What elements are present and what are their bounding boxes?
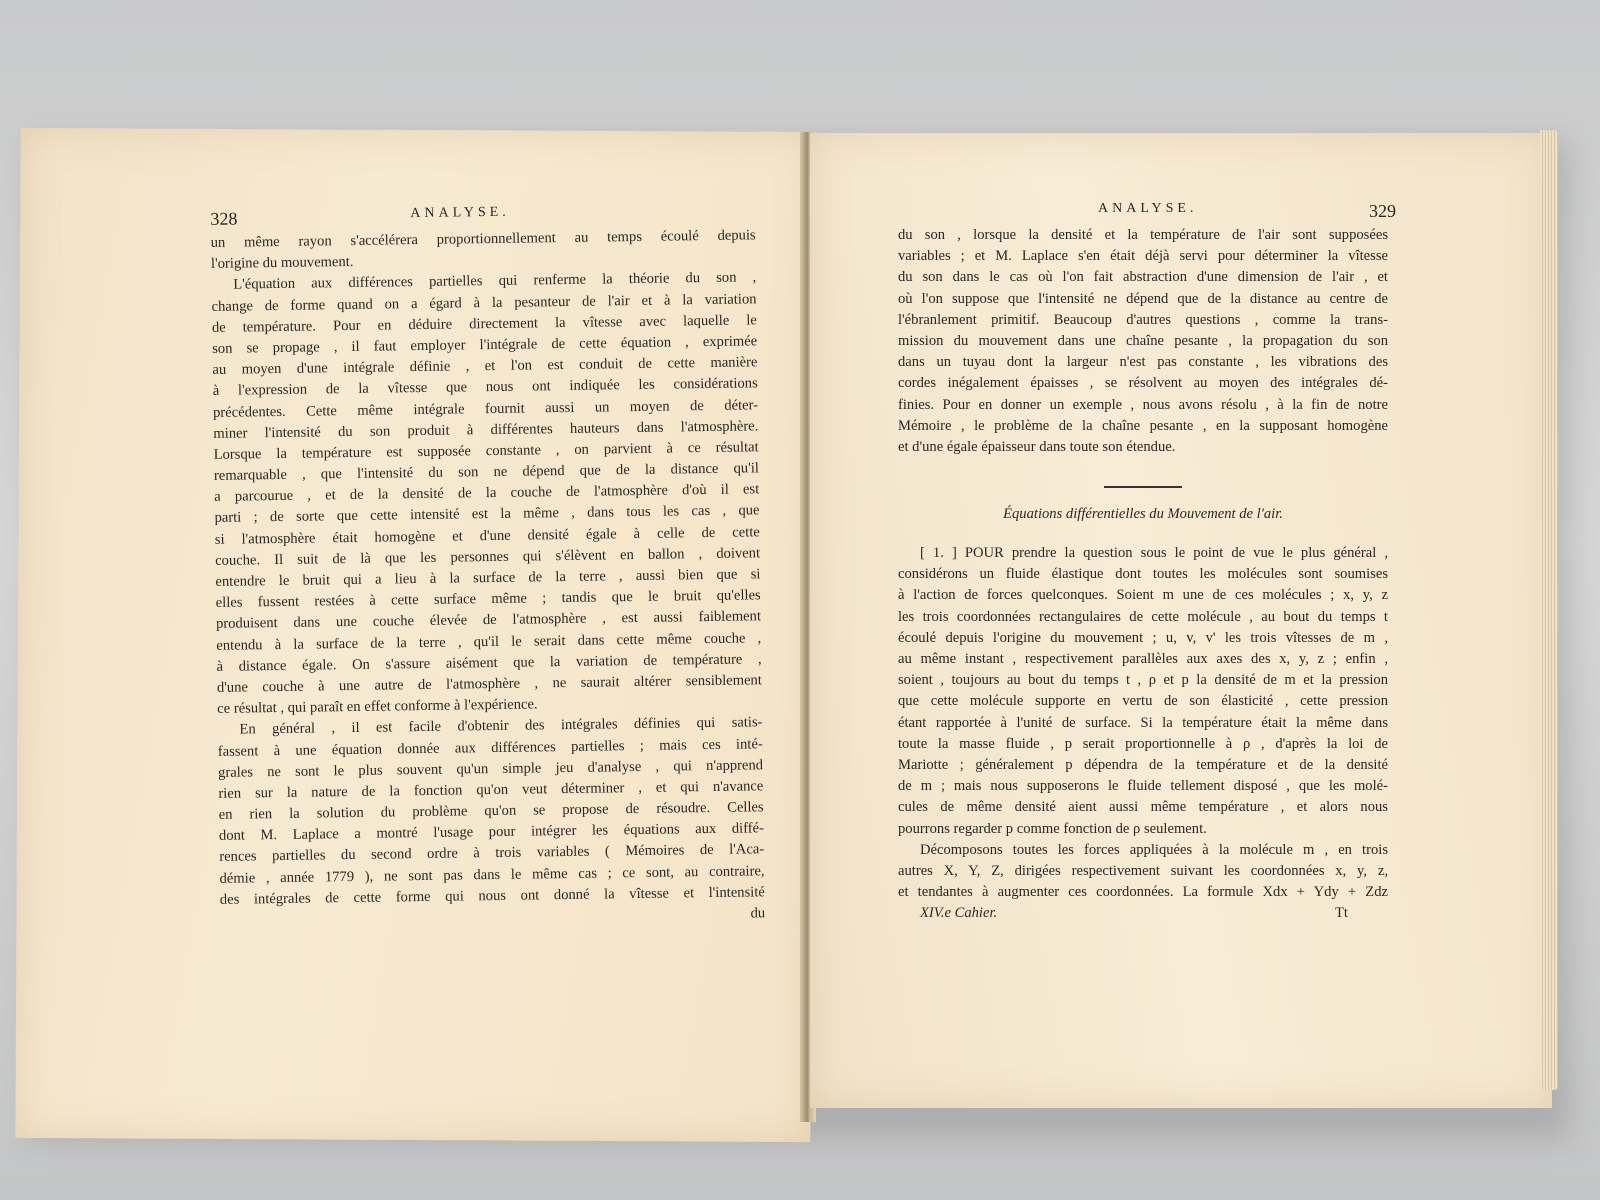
text-line: En général , il est facile d'obtenir des intégrales définies qui satis-	[239, 714, 763, 738]
text-line: l'ébranlement primitif. Beaucoup d'autres questions , comme la trans-	[898, 311, 1388, 328]
text-line: du son dans le cas où l'on fait abstraction d'une dimension de l'air , et	[898, 269, 1388, 286]
right-running-title: ANALYSE.	[1098, 201, 1198, 216]
text-line: rien sur la nature de la fonction qu'on veut déterminer , et qui n'avance	[218, 778, 764, 802]
signature-mark: XIV.e Cahier.	[920, 905, 998, 922]
text-line: de température. Pour en déduire directement la vîtesse avec laquelle le	[211, 312, 757, 336]
text-line: à distance égale. On s'assure aisément que la variation de température ,	[216, 651, 762, 675]
text-line: à l'expression de la vîtesse que nous ont indiquée les considérations	[212, 375, 758, 400]
text-line: pourrons regarder p comme fonction de ρ seulement.	[898, 820, 1207, 837]
text-line: et d'une égale épaisseur dans toute son étendue.	[898, 438, 1176, 455]
text-line: finies. Pour en donner un exemple , nous avons résolu , à la fin de notre	[898, 396, 1388, 413]
left-running-title: ANALYSE.	[410, 204, 510, 222]
text-line: des intégrales de cette forme qui nous ont donné la vîtesse et l'intensité	[219, 884, 765, 908]
catchword: du	[750, 905, 766, 922]
text-line: mission du mouvement dans une chaîne pesante , la propagation du son	[898, 332, 1388, 349]
text-line: à l'action de forces quelconques. Soient m une de ces molécules ; x, y, z	[898, 587, 1388, 604]
text-line: remarquable , que l'intensité du son ne dépend que de la distance qu'il	[213, 460, 760, 484]
text-line: Mariotte ; généralement p dépendra de la température et de la densité	[898, 756, 1388, 773]
text-line: si l'atmosphère était homogène et d'une densité égale à celle de cette	[214, 523, 760, 548]
text-line: où l'on suppose que l'intensité ne dépend que de la distance au centre de	[898, 290, 1388, 307]
text-line: Lorsque la température est supposée constante , on parvient à ce résultat	[213, 439, 759, 463]
text-line: cordes inégalement épaisses , se résolvent au moyen des intégrales dé-	[898, 375, 1388, 392]
text-line: rences partielles du second ordre à trois variables ( Mémoires de l'Aca-	[219, 841, 765, 866]
page-edge-stack	[1540, 130, 1558, 1090]
text-line: couche. Il suit de là que les personnes qui s'élèvent en ballon , doivent	[215, 545, 761, 569]
text-line: de m ; mais nous supposerons le fluide tellement disposé , que les molé-	[898, 778, 1388, 795]
text-line: fassent à une équation donnée aux différences partielles ; mais ces inté-	[217, 735, 763, 760]
text-line: parti ; de sorte que cette intensité est la même , dans tous les cas , que	[214, 502, 760, 527]
text-line: entendre le bruit qui a lieu à la surface de la terre , aussi bien que si	[215, 566, 761, 590]
page-footer	[898, 905, 1388, 927]
text-line: d'une couche à une autre de l'atmosphère , ne saurait altérer sensiblement	[216, 672, 762, 696]
text-line: dont M. Laplace a montré l'usage pour intégrer les équations aux diffé-	[218, 820, 765, 845]
left-text-block	[210, 201, 765, 932]
text-line: son se propage , il faut employer l'intégrale de cette équation , exprimée	[212, 333, 758, 357]
text-line: [ 1. ] POUR prendre la question sous le point de vue le plus général ,	[920, 545, 1388, 562]
text-line: produisent dans une couche élevée de l'atmosphère , est aussi faiblement	[215, 608, 762, 633]
text-line: du son , lorsque la densité et la température de l'air sont supposées	[898, 227, 1388, 243]
text-line: Mémoire , le problème de la chaîne pesante , en la supposant homogène	[898, 417, 1388, 434]
text-line: précédentes. Cette même intégrale fournit aussi un moyen de déter-	[212, 396, 759, 421]
section-rule	[1104, 486, 1182, 488]
text-line: L'équation aux différences partielles qui renferme la théorie du son ,	[233, 269, 757, 293]
right-running-head	[898, 201, 1396, 225]
section-title: Équations différentielles du Mouvement de l'air.	[1003, 506, 1283, 523]
left-page-number: 328	[210, 208, 238, 229]
text-line: miner l'intensité du son produit à différentes hauteurs dans l'atmosphère.	[213, 417, 759, 442]
text-line: en rien la solution du problème qu'on se propose de résoudre. Celles	[218, 799, 764, 823]
sheet-mark: Tt	[1335, 905, 1348, 922]
text-line: que cette molécule supporte en vertu de son élasticité , cette pression	[898, 693, 1388, 710]
text-line: au même instant , respectivement parallèles aux axes des x, y, z ; enfin ,	[898, 651, 1388, 667]
text-line: change de forme quand on a égard à la pesanteur de l'air et à la variation	[211, 290, 757, 315]
text-line: dans un tuyau dont la largeur n'est pas constante , les vibrations des	[898, 354, 1388, 371]
text-line: considérons un fluide élastique dont toutes les molécules sont soumises	[898, 566, 1388, 583]
text-line: étant rapportée à l'unité de surface. Si la température était la même dans	[898, 714, 1388, 731]
left-page	[15, 128, 815, 1142]
text-line: au moyen d'une intégrale définie , et l'on est conduit de cette manière	[212, 354, 758, 379]
text-line: soient , toujours au bout du temps t , ρ et p la densité de m et la pression	[898, 672, 1388, 689]
text-line: entendu à la surface de la terre , qu'il le serait dans cette même couche ,	[216, 629, 762, 654]
text-line: et tendantes à augmenter ces coordonnées. La formule Xdx + Ydy + Zdz	[898, 884, 1388, 901]
text-line: écoulé depuis l'origine du mouvement ; u, v, v' les trois vîtesses de m ,	[898, 629, 1388, 646]
text-line: a parcourue , et de la densité de la couche de l'atmosphère d'où il est	[214, 481, 760, 506]
text-line: ce résultat , qui paraît en effet conforme à l'expérience.	[217, 696, 538, 717]
text-line: variables ; et M. Laplace s'en était déjà servi pour déterminer la vîtesse	[898, 248, 1388, 265]
right-text-block	[898, 201, 1396, 927]
right-page	[810, 133, 1552, 1108]
text-line: cules de même densité aient aussi même température , et alors nous	[898, 799, 1388, 816]
text-line: Décomposons toutes les forces appliquées à la molécule m , en trois	[920, 841, 1388, 858]
text-line: autres X, Y, Z, dirigées respectivement suivant les coordonnées x, y, z,	[898, 862, 1388, 879]
text-line: un même rayon s'accélérera proportionnellement au temps écoulé depuis	[210, 227, 756, 251]
text-line: grales ne sont le plus souvent qu'un simple jeu d'analyse , qui n'apprend	[217, 756, 764, 781]
text-line: l'origine du mouvement.	[210, 254, 354, 273]
text-line: elles fussent restées à cette surface même ; tandis que le bruit qu'elles	[215, 587, 761, 612]
text-line: les trois coordonnées rectangulaires de cette molécule , au bout du temps t	[898, 608, 1388, 625]
right-page-number: 329	[1369, 201, 1396, 221]
text-line: démie , année 1779 ), ne sont pas dans le même cas ; ce sont, au contraire,	[219, 862, 765, 887]
text-line: toute la masse fluide , p serait proportionnelle à ρ , d'après la loi de	[898, 735, 1388, 752]
